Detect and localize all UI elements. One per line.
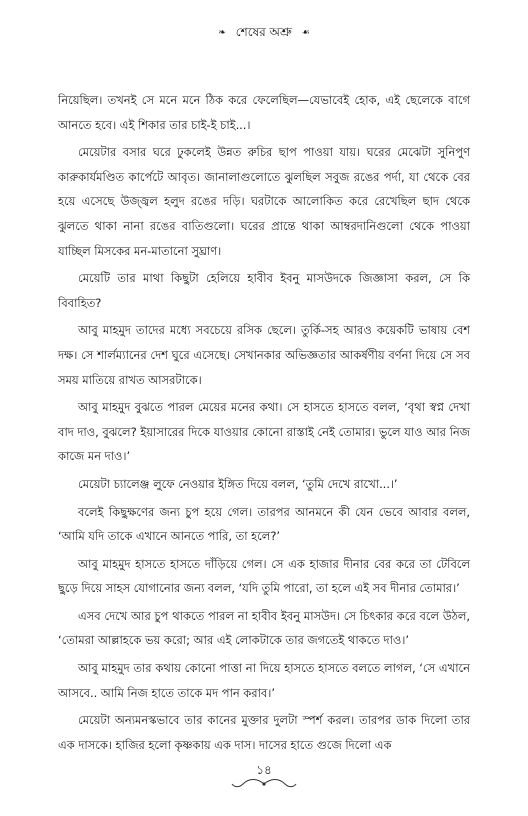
paragraph: আবু মাহমুদ তার কথায় কোনো পাত্তা না দিয়ে হাসতে হাসতে বলতে লাগল, ‘সে এখানে আসবে.. আমি নিজ হাতে তাকে মদ পান করাব।’ [58, 661, 470, 700]
page-footer [0, 762, 528, 790]
paragraph: মেয়েটা অন্যমনস্কভাবে তার কানের মুক্তার দুলটা স্পর্শ করল। তারপর ডাক দিলো তার এক দাসকে। হাজির হলো কৃষ্ণকায় এক দাস। দাসের হাতে গুজে দিলো এক [58, 713, 470, 752]
paragraph: এসব দেখে আর চুপ থাকতে পারল না হাবীব ইবনু মাসউদ। সে চিৎকার করে বলে উঠল, ‘তোমরা আল্লাহকে ভয় করো; আর এই লোকটাকে তার জগতেই থাকতে দাও।’ [58, 608, 470, 648]
paragraph: মেয়েটি তার মাথা কিছুটা হেলিয়ে হাবীব ইবনু মাসউদকে জিজ্ঞাসা করল, সে কি বিবাহিত? [58, 271, 470, 310]
paragraph: আবু মাহমুদ তাদের মধ্যে সবচেয়ে রসিক ছেলে। তুর্কি-সহ আরও কয়েকটি ভাষায় বেশ দক্ষ। সে শার্লম্যানের দেশ ঘুরে এসেছে। সেখানকার অভিজ্ঞতার আকর্ষণীয় বর্ণনা দিয়ে সে সব সময় মাতিয়ে রাখত আসরটাকে। [58, 323, 470, 387]
body-text [58, 88, 470, 760]
page-number: ১৪ [256, 763, 272, 777]
left-ornament-icon: ❧ [218, 28, 226, 38]
running-header [0, 24, 528, 42]
paragraph: বলেই কিছুক্ষণের জন্য চুপ হয়ে গেল। তারপর আনমনে কী যেন ভেবে আবার বলল, ‘আমি যদি তাকে এখানে আনতে পারি, তা হলে?’ [58, 504, 470, 544]
paragraph: আবু মাহমুদ বুঝতে পারল মেয়ের মনের কথা। সে হাসতে হাসতে বলল, ‘বৃথা স্বপ্ন দেখা বাদ দাও, বুঝলে? ইয়াসারের দিকে যাওয়ার কোনো রাস্তাই নেই তোমার। ভুলে যাও আর নিজ কাজে মন দাও।’ [58, 400, 470, 464]
paragraph: আবু মাহমুদ হাসতে হাসতে দাঁড়িয়ে গেল। সে এক হাজার দীনার বের করে তা টেবিলে ছুড়ে দিয়ে সাহস যোগানোর জন্য বলল, ‘যদি তুমি পারো, তা হলে এই সব দীনার তোমার।’ [58, 556, 470, 596]
paragraph: মেয়েটার বসার ঘরে ঢুকলেই উন্নত রুচির ছাপ পাওয়া যায়। ঘরের মেঝেটা সুনিপুণ কারুকার্যমণ্ডিত কার্পেটে আবৃত। জানালাগুলোতে ঝুলছিল সবুজ রঙের পর্দা, যা থেকে বের হয়ে এসেছে উজ্জ্বল হলুদ রঙের দড়ি। ঘরটাকে আলোকিত করে রেখেছিল ছাদ থেকে ঝুলতে থাকা নানা রঙের বাতিগুলো। ঘরের প্রান্তে থাকা আম্বরদানিগুলো থেকে পাওয়া যাচ্ছিল মিসকের মন-মাতানো সুঘ্রাণ। [58, 145, 470, 258]
flourish-icon [229, 778, 299, 790]
right-ornament-icon: ☙ [301, 28, 310, 38]
paragraph: মেয়েটা চ্যালেঞ্জ লুফে নেওয়ার ইঙ্গিত দিয়ে বলল, ‘তুমি দেখে রাখো...।’ [78, 476, 398, 491]
book-title: শেষের অশ্রু [235, 25, 292, 39]
paragraph-continued: নিয়েছিল। তখনই সে মনে মনে ঠিক করে ফেলেছিল—যেভাবেই হোক, এই ছেলেকে বাগে আনতে হবে। এই শিকার তার চাই-ই চাই...। [58, 93, 470, 132]
